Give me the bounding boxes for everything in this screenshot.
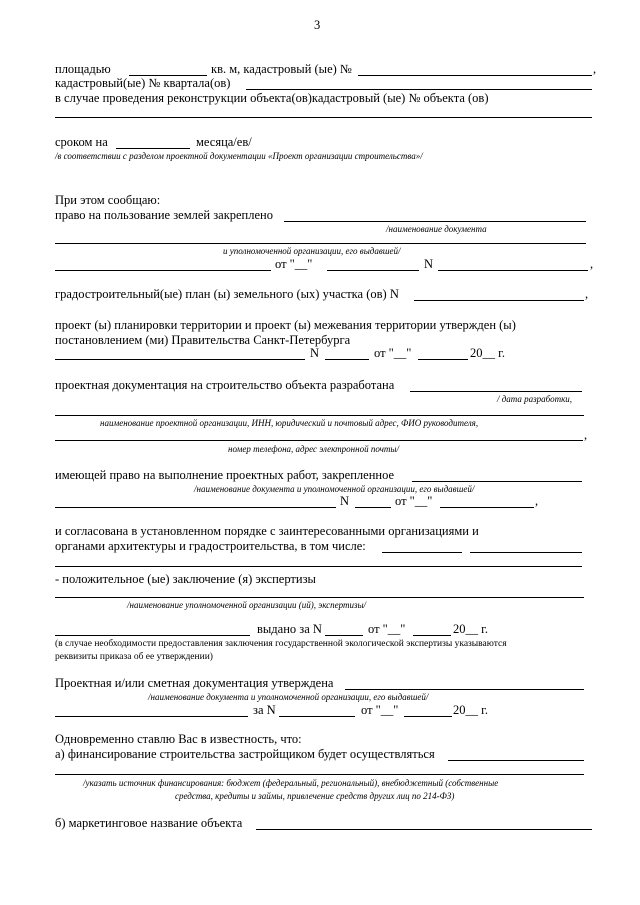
date-label: от "__" [275,257,313,271]
estimate-date-field[interactable] [404,716,452,717]
comma: , [585,287,589,301]
months-label: месяца/ев/ [196,135,252,149]
land-right-field-2[interactable] [55,243,586,244]
notice-label: Одновременно ставлю Вас в известность, что: [55,732,302,746]
expertise-note: /наименование уполномоченной организации (ий), экспертизы/ [127,600,367,610]
comma: , [593,62,597,76]
marketing-name-label: б) маркетинговое название объекта [55,816,243,830]
project-docs-label: проектная документация на строительство объекта разработана [55,378,395,392]
date-note: / дата разработки, [497,394,573,404]
eco-note-2: реквизиты приказа об ее утверждении) [55,652,213,662]
decree-date-label: от "__" [374,346,412,360]
expertise-field[interactable] [55,597,584,598]
reconstruction-field[interactable] [55,117,592,118]
decree-date-field[interactable] [418,359,468,360]
notice-heading: При этом сообщаю: [55,193,161,207]
quarter-field[interactable] [246,89,592,90]
reconstruction-label: в случае проведения реконструкции объекта(ов)кадастровый (ые) № объекта (ов) [55,91,489,105]
project-org-field-2[interactable] [55,440,583,441]
decree-field[interactable] [55,359,305,360]
grad-plan-label: градостроительный(ые) план (ы) земельного (ых) участка (ов) N [55,287,399,301]
planning-label: проект (ы) планировки территории и проект (ы) межевания территории утвержден (ы) [55,318,516,332]
agreed-field-2[interactable] [470,552,582,553]
financing-field-2[interactable] [55,774,584,775]
issued-number-field[interactable] [325,635,363,636]
term-label: сроком на [55,135,108,149]
org-note: и уполномоченной организации, его выдавшей/ [223,246,401,256]
financing-label: а) финансирование строительства застройщиком будет осуществляться [55,747,435,761]
estimate-year-label: 20__ г. [453,703,488,717]
doc-field[interactable] [55,270,271,271]
comma: , [590,257,594,271]
agreed-label-2: органами архитектуры и градостроительства, в том числе: [55,539,366,553]
issued-date-field[interactable] [413,635,451,636]
decree-number-field[interactable] [325,359,369,360]
page-number: 3 [314,18,321,32]
term-note: /в соответствии с разделом проектной документации «Проект организации строительства»/ [55,151,423,161]
estimate-number-field[interactable] [279,716,355,717]
estimate-doc-field[interactable] [55,716,248,717]
financing-note-2: средства, кредиты и займы, привлечение средств других лиц по 214-ФЗ) [175,791,455,801]
term-field[interactable] [116,148,190,149]
estimate-date-label: от "__" [361,703,399,717]
quarter-label: кадастровый(ые) № квартала(ов) [55,76,231,90]
issued-label: выдано за N [257,622,322,636]
expertise-doc-field[interactable] [55,635,250,636]
marketing-name-field[interactable] [256,829,592,830]
financing-note-1: /указать источник финансирования: бюджет (федеральный, региональный), внебюджетный (собственные [83,778,499,788]
number-label: N [424,257,434,271]
issued-date-label: от "__" [368,622,406,636]
agreed-label-1: и согласована в установленном порядке с заинтересованными организациями и [55,524,479,538]
agreed-field-3[interactable] [55,566,582,567]
agreed-field[interactable] [382,552,462,553]
decree-label: постановлением (ми) Правительства Санкт-Петербурга [55,333,351,347]
financing-field[interactable] [448,760,584,761]
cadastral-label: кв. м, кадастровый (ые) № [211,62,352,76]
expertise-label: - положительное (ые) заключение (я) экспертизы [55,572,316,586]
license-label: имеющей право на выполнение проектных работ, закрепленное [55,468,395,482]
estimate-field[interactable] [345,689,584,690]
eco-note-1: (в случае необходимости предоставления заключения государственной экологической экспертизы указываются [55,639,507,649]
project-org-field[interactable] [55,415,584,416]
estimate-number-label: за N [253,703,276,717]
land-right-field[interactable] [284,221,586,222]
doc-org-note: /наименование документа и уполномоченной организации, его выдавшей/ [194,484,475,494]
number-field[interactable] [438,270,588,271]
license-doc-field[interactable] [55,507,336,508]
license-date-field[interactable] [440,507,534,508]
decree-number-label: N [310,346,320,360]
license-number-label: N [340,494,350,508]
license-field[interactable] [412,481,582,482]
issued-year-label: 20__ г. [453,622,488,636]
estimate-label: Проектная и/или сметная документация утверждена [55,676,334,690]
comma: , [584,428,588,442]
estimate-note: /наименование документа и уполномоченной организации, его выдавшей/ [148,692,429,702]
comma: , [535,494,539,508]
project-org-note: наименование проектной организации, ИНН, юридический и почтовый адрес, ФИО руководителя, [100,418,479,428]
project-docs-field[interactable] [410,391,582,392]
cadastral-field[interactable] [358,75,592,76]
grad-plan-field[interactable] [414,300,584,301]
doc-note: /наименование документа [386,224,487,234]
license-number-field[interactable] [355,507,391,508]
license-date-label: от "__" [395,494,433,508]
area-label: площадью [55,62,111,76]
phone-note: номер телефона, адрес электронной почты/ [228,444,400,454]
land-right-label: право на пользование землей закреплено [55,208,273,222]
decree-year-label: 20__ г. [470,346,505,360]
date-field[interactable] [327,270,419,271]
